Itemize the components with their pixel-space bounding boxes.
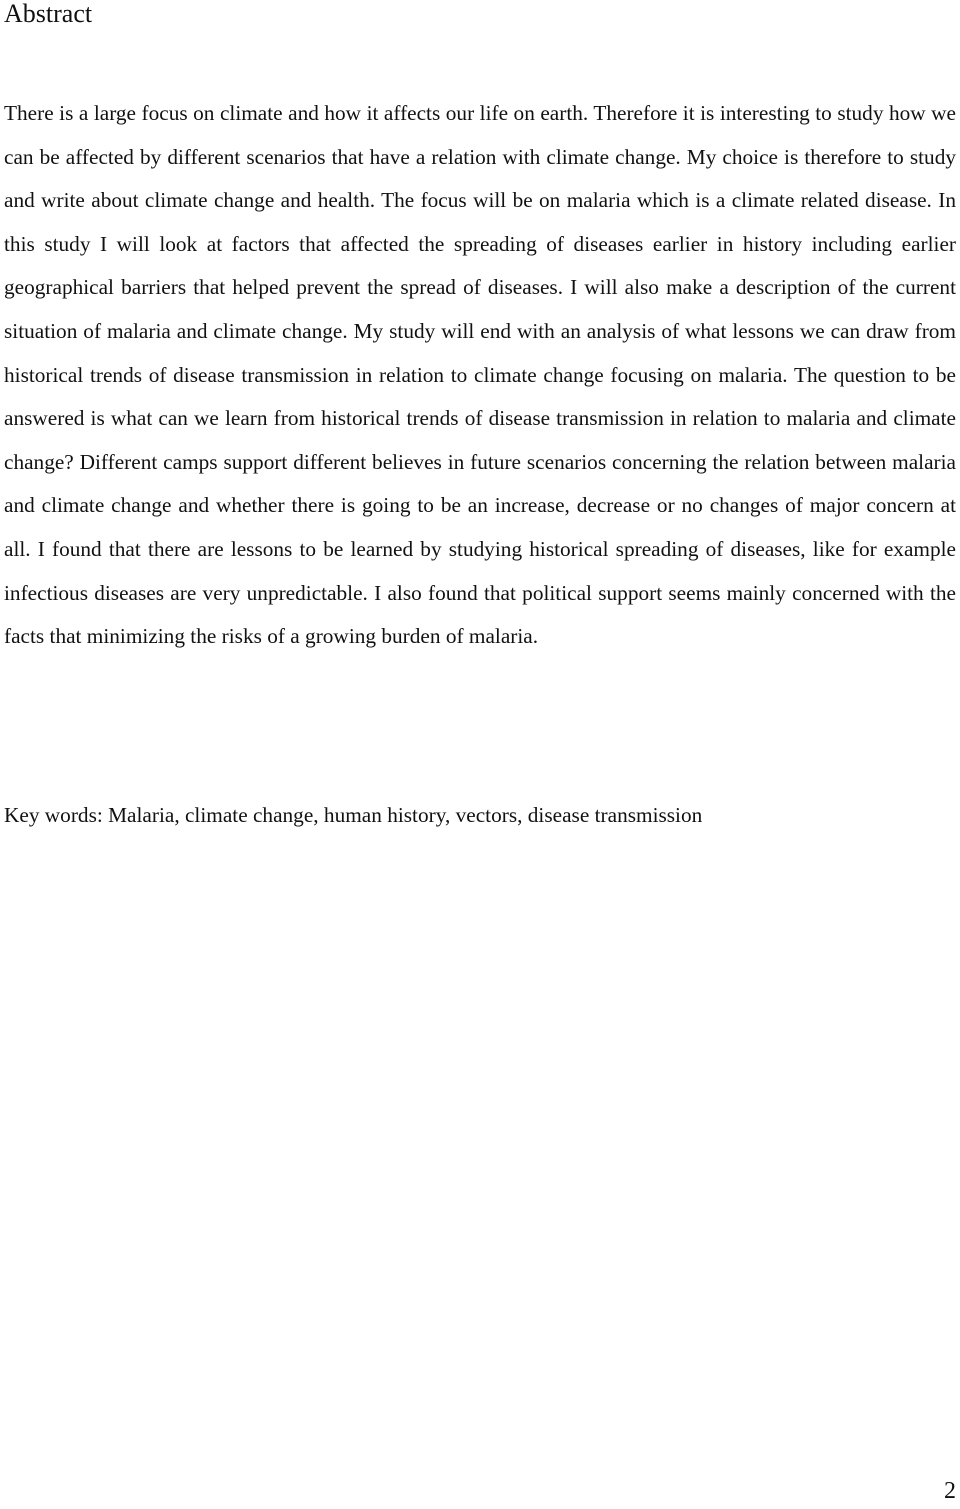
abstract-paragraph: There is a large focus on climate and how it affects our life on earth. Therefore it is interesting to study how we can be affected by different scenarios that have a relation with climate change. My choice is therefore to study and write about climate change and health. The focus will be on malaria which is a climate related disease. In this study I will look at factors that affected the spreading of diseases earlier in history including earlier geographical barriers that helped prevent the spread of diseases. I will also make a description of the current situation of malaria and climate change. My study will end with an analysis of what lessons we can draw from historical trends of disease transmission in relation to climate change focusing on malaria. The question to be answered is what can we learn from historical trends of disease transmission in relation to malaria and climate change? Different camps support different believes in future scenarios concerning the relation between malaria and climate change and whether there is going to be an increase, decrease or no changes of major concern at all. I found that there are lessons to be learned by studying historical spreading of diseases, like for example infectious diseases are very unpredictable. I also found that political support seems mainly concerned with the facts that minimizing the risks of a growing burden of malaria. <box>4 101 956 649</box>
page-number: 2 <box>944 1478 956 1504</box>
section-heading: Abstract <box>4 0 93 28</box>
keywords-line: Key words: Malaria, climate change, human history, vectors, disease transmission <box>4 803 703 827</box>
